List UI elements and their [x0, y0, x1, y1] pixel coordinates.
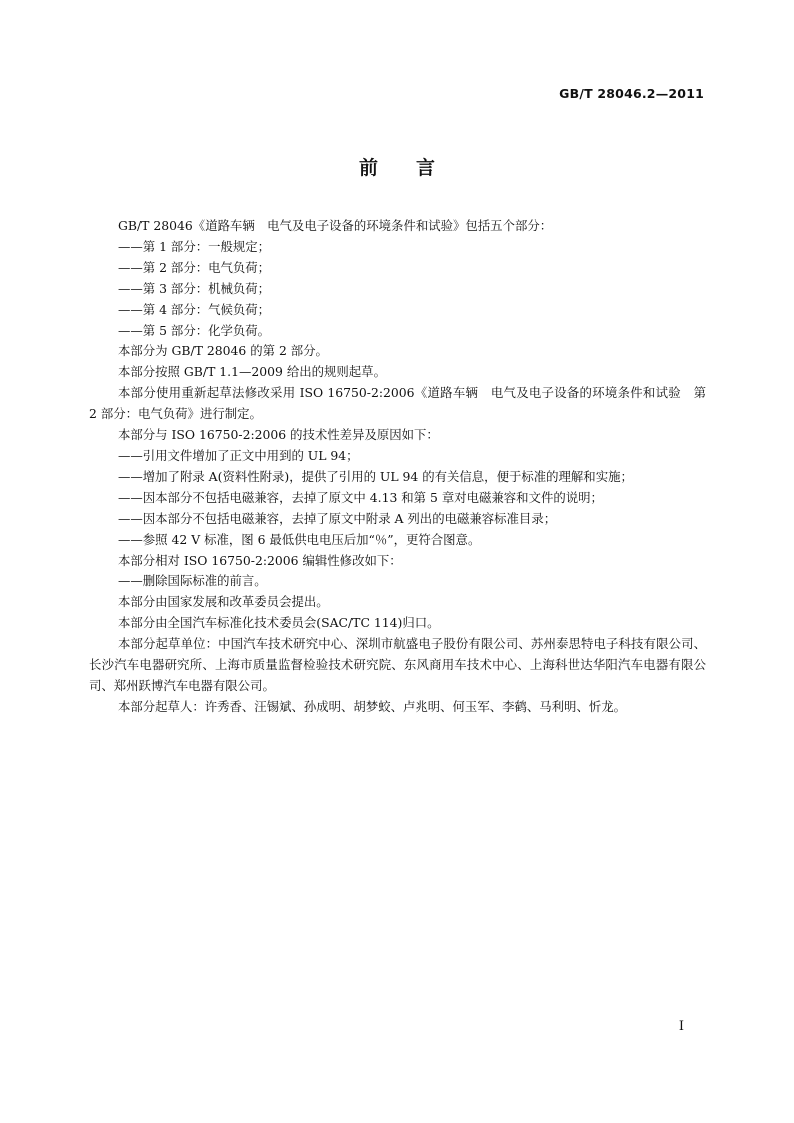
list-item-editorial-1: ——删除国际标准的前言。	[118, 573, 267, 589]
paragraph-drafting-rules: 本部分按照 GB/T 1.1—2009 给出的规则起草。	[118, 364, 386, 380]
list-item-part-1: ——第 1 部分：一般规定；	[118, 238, 271, 254]
paragraph-proposed-by: 本部分由国家发展和改革委员会提出。	[118, 594, 329, 610]
paragraph-managed-by: 本部分由全国汽车标准化技术委员会(SAC/TC 114)归口。	[118, 615, 440, 631]
paragraph-parts-intro: GB/T 28046《道路车辆 电气及电子设备的环境条件和试验》包括五个部分：	[118, 218, 553, 233]
standard-number: GB/T 28046.2—2011	[559, 86, 704, 101]
paragraph-drafters: 本部分起草人：许秀香、汪锡斌、孙成明、胡梦蛟、卢兆明、何玉军、李鹤、马利明、忻龙。	[118, 698, 627, 714]
page-number: I	[678, 1019, 684, 1034]
list-item-part-4: ——第 4 部分：气候负荷；	[118, 301, 271, 317]
paragraph-editorial-changes: 本部分相对 ISO 16750-2:2006 编辑性修改如下：	[118, 552, 402, 568]
list-item-difference-2: ——增加了附录 A(资料性附录)，提供了引用的 UL 94 的有关信息，便于标准的理解和实施；	[118, 468, 633, 484]
list-item-difference-1: ——引用文件增加了正文中用到的 UL 94；	[118, 447, 359, 463]
paragraph-drafting-organizations: 本部分起草单位：中国汽车技术研究中心、深圳市航盛电子股份有限公司、苏州泰思特电子科技有限公司、长沙汽车电器研究所、上海市质量监督检验技术研究院、东风商用车技术中心、上海科世达华阳汽车电器有限公司、郑州跃博汽车电器有限公司。	[89, 636, 706, 693]
list-item-part-3: ——第 3 部分：机械负荷；	[118, 280, 271, 296]
list-item-difference-4: ——因本部分不包括电磁兼容，去掉了原文中附录 A 列出的电磁兼容标准目录；	[118, 510, 557, 526]
list-item-part-5: ——第 5 部分：化学负荷。	[118, 322, 271, 338]
page-title: 前言	[358, 157, 473, 179]
list-item-difference-3: ——因本部分不包括电磁兼容，去掉了原文中 4.13 和第 5 章对电磁兼容和文件的说明；	[118, 489, 603, 505]
paragraph-scope: 本部分为 GB/T 28046 的第 2 部分。	[118, 343, 328, 359]
list-item-difference-5: ——参照 42 V 标准，图 6 最低供电电压后加“％”，更符合图意。	[118, 531, 481, 547]
preface-body	[89, 216, 706, 718]
list-item-part-2: ——第 2 部分：电气负荷；	[118, 259, 271, 275]
paragraph-technical-differences: 本部分与 ISO 16750-2:2006 的技术性差异及原因如下：	[118, 427, 439, 443]
paragraph-adoption: 本部分使用重新起草法修改采用 ISO 16750-2:2006《道路车辆 电气及电子设备的环境条件和试验 第 2 部分：电气负荷》进行制定。	[89, 385, 706, 422]
